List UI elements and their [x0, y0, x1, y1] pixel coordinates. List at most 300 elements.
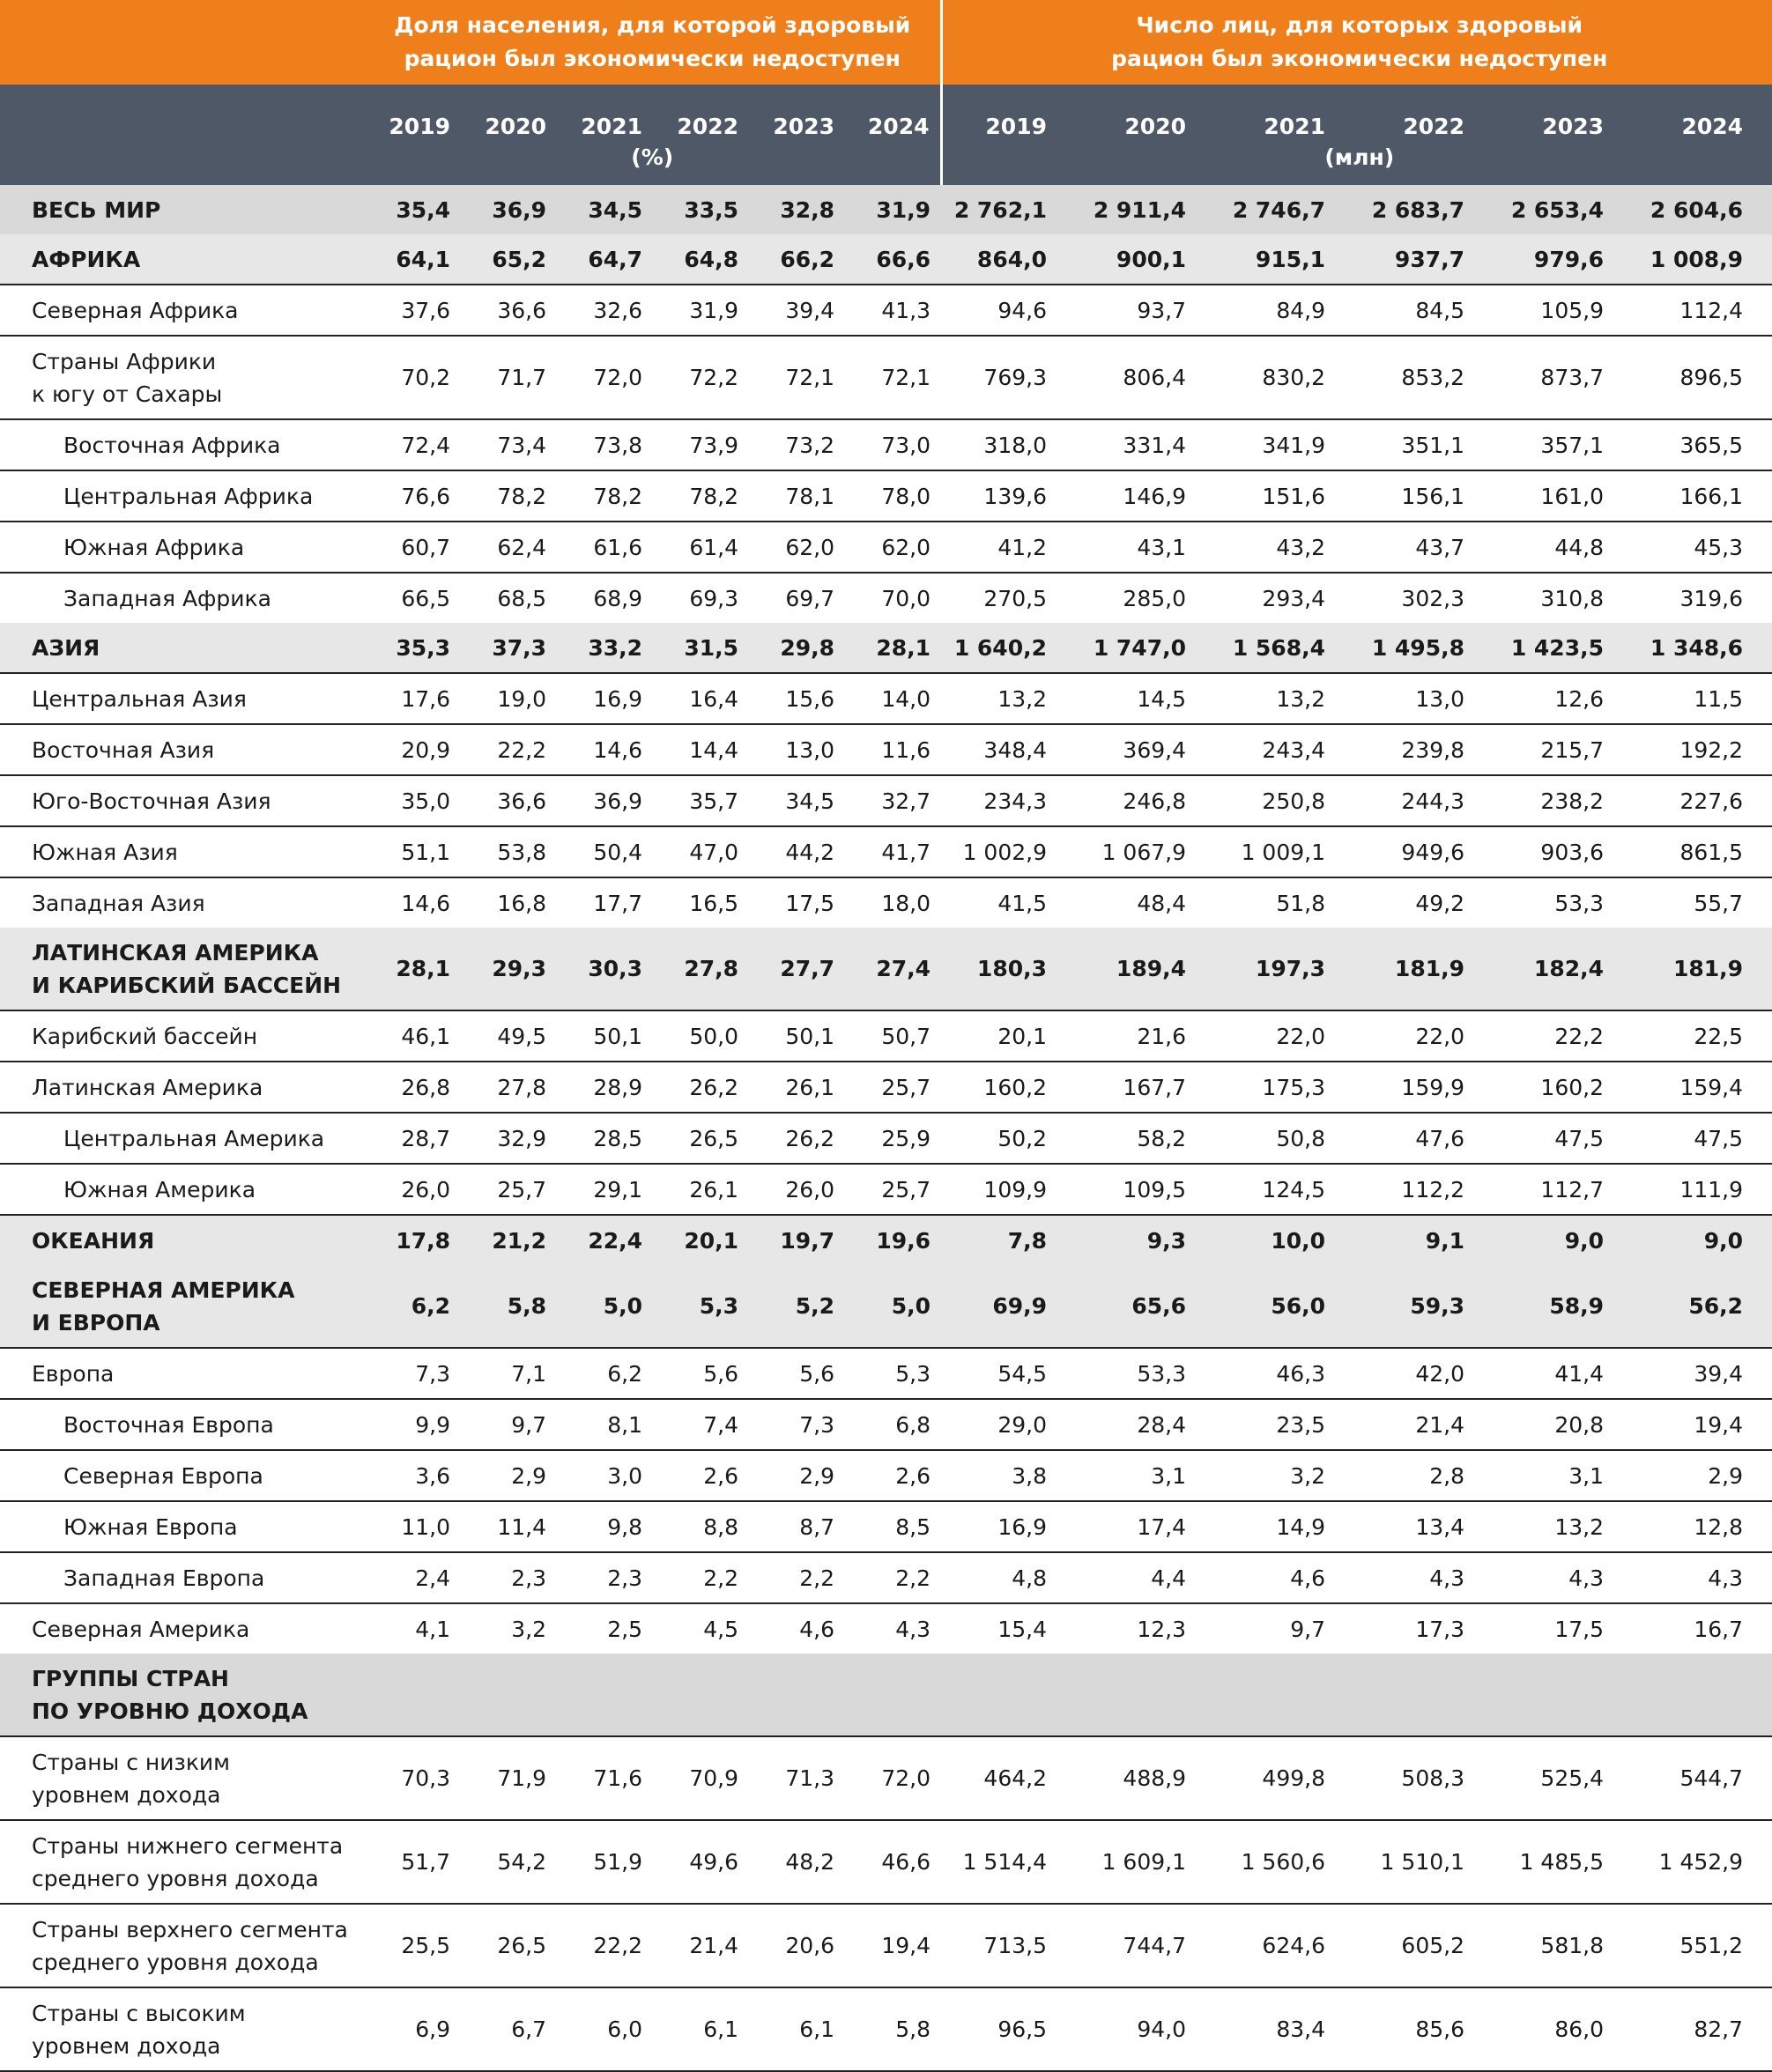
count-value: 1 452,9: [1637, 1820, 1772, 1904]
share-value: 17,6: [365, 673, 461, 724]
share-value: 14,4: [653, 724, 749, 775]
count-group-title-text: Число лиц, для которых здоровый рацион был экономически недоступен: [1111, 12, 1608, 71]
share-year-header: 2024: [845, 85, 941, 143]
share-value: 65,2: [461, 234, 557, 285]
share-value: 49,6: [653, 1820, 749, 1904]
share-value: 78,2: [461, 470, 557, 522]
share-value: 32,8: [749, 185, 845, 234]
count-value: 109,5: [1080, 1164, 1220, 1215]
share-value: 53,8: [461, 826, 557, 877]
share-value: 36,9: [557, 775, 653, 826]
count-value: 189,4: [1080, 928, 1220, 1010]
share-value: [845, 1654, 941, 1736]
share-value: 8,5: [845, 1501, 941, 1552]
share-value: 64,8: [653, 234, 749, 285]
share-value: 7,4: [653, 1399, 749, 1450]
share-value: 5,0: [557, 1265, 653, 1348]
share-value: 5,3: [653, 1265, 749, 1348]
count-value: 13,0: [1359, 673, 1498, 724]
share-value: 19,4: [845, 1904, 941, 1987]
share-value: 29,1: [557, 1164, 653, 1215]
row-label: Центральная Америка: [0, 1113, 365, 1164]
count-value: 806,4: [1080, 336, 1220, 419]
count-value: 3,1: [1080, 1450, 1220, 1501]
share-value: 25,7: [845, 1062, 941, 1113]
count-value: 69,9: [941, 1265, 1080, 1348]
share-value: 19,7: [749, 1215, 845, 1265]
count-value: 13,2: [941, 673, 1080, 724]
count-value: 293,4: [1262, 585, 1325, 611]
share-value: 7,3: [365, 1348, 461, 1399]
count-value: 4,3: [1498, 1552, 1637, 1603]
share-value: 6,7: [461, 1987, 557, 2071]
share-value: 70,2: [365, 336, 461, 419]
row-label: Северная Африка: [0, 285, 365, 336]
share-value: 26,0: [365, 1164, 461, 1215]
count-value: 175,3: [1220, 1062, 1359, 1113]
count-value: 84,9: [1220, 285, 1359, 336]
count-value: 4,3: [1359, 1552, 1498, 1603]
share-value: 9,9: [365, 1399, 461, 1450]
count-value: 181,9: [1359, 928, 1498, 1010]
header-empty-cell: [0, 0, 365, 85]
share-value: 14,0: [845, 673, 941, 724]
count-value: 3,1: [1498, 1450, 1637, 1501]
count-value: 499,8: [1220, 1736, 1359, 1820]
count-value: 551,2: [1637, 1904, 1772, 1987]
count-value: 55,7: [1694, 890, 1744, 916]
count-value: 166,1: [1637, 470, 1772, 522]
count-value: 43,2: [1220, 522, 1359, 573]
share-value: 73,9: [653, 419, 749, 470]
share-value: 44,2: [749, 826, 845, 877]
count-value: 348,4: [941, 724, 1080, 775]
share-value: 76,6: [365, 470, 461, 522]
share-value: 60,7: [365, 522, 461, 573]
count-year-header: 2021: [1220, 85, 1359, 143]
share-value: 39,4: [749, 285, 845, 336]
share-value: 30,3: [557, 928, 653, 1010]
count-value: 12,3: [1137, 1616, 1186, 1642]
count-value: 4,8: [941, 1552, 1080, 1603]
count-value: 111,9: [1637, 1164, 1772, 1215]
count-value: 9,1: [1359, 1215, 1498, 1265]
count-value: 949,6: [1359, 826, 1498, 877]
count-value: 1 747,0: [1080, 623, 1220, 673]
share-value: 73,0: [845, 419, 941, 470]
count-value: 105,9: [1498, 285, 1637, 336]
count-value: 624,6: [1220, 1904, 1359, 1987]
count-value: 351,1: [1359, 419, 1498, 470]
count-value: 1 495,8: [1359, 623, 1498, 673]
count-value: 3,2: [1220, 1450, 1359, 1501]
share-value: 25,7: [461, 1164, 557, 1215]
share-value: 15,6: [749, 673, 845, 724]
share-value: 41,3: [845, 285, 941, 336]
share-value: 17,7: [593, 890, 642, 916]
share-value: 51,9: [557, 1820, 653, 1904]
table-row: [0, 1820, 1772, 1904]
share-value: 66,6: [845, 234, 941, 285]
share-unit: (%): [365, 143, 941, 185]
row-label: Западная Азия: [32, 890, 205, 916]
count-value: 9,0: [1498, 1215, 1637, 1265]
count-value: [941, 1654, 1080, 1736]
share-value: 6,0: [557, 1987, 653, 2071]
count-value: 1 568,4: [1220, 623, 1359, 673]
count-value: 181,9: [1637, 928, 1772, 1010]
share-value: 72,0: [845, 1736, 941, 1820]
share-value: 21,4: [653, 1904, 749, 1987]
share-value: 26,5: [461, 1904, 557, 1987]
share-value: 25,9: [845, 1113, 941, 1164]
share-value: 26,0: [749, 1164, 845, 1215]
share-value: 34,5: [557, 185, 653, 234]
share-value: 35,7: [653, 775, 749, 826]
count-value: 20,8: [1498, 1399, 1637, 1450]
count-value: 488,9: [1080, 1736, 1220, 1820]
count-value: 22,2: [1498, 1010, 1637, 1062]
share-value: 2,2: [653, 1552, 749, 1603]
count-value: 896,5: [1637, 336, 1772, 419]
count-value: 11,5: [1637, 673, 1772, 724]
share-value: 26,1: [653, 1164, 749, 1215]
header-empty-cell: [0, 85, 365, 143]
count-value: [1637, 1654, 1772, 1736]
share-value: 8,1: [557, 1399, 653, 1450]
share-value: 50,4: [557, 826, 653, 877]
count-value: 44,8: [1498, 522, 1637, 573]
count-value: 9,0: [1637, 1215, 1772, 1265]
share-value: 71,7: [461, 336, 557, 419]
table-row: [0, 673, 1772, 724]
share-value: 5,6: [749, 1348, 845, 1399]
count-value: 12,8: [1637, 1501, 1772, 1552]
share-value: 33,5: [653, 185, 749, 234]
count-value: 151,6: [1220, 470, 1359, 522]
count-value: 42,0: [1359, 1348, 1498, 1399]
count-value: 1 640,2: [941, 623, 1080, 673]
count-value: 713,5: [941, 1904, 1080, 1987]
count-value: 7,8: [941, 1215, 1080, 1265]
share-value: 32,9: [461, 1113, 557, 1164]
row-label: Восточная Европа: [0, 1399, 365, 1450]
share-value: 27,7: [749, 928, 845, 1010]
header-empty-cell: [0, 143, 365, 185]
share-value: 4,6: [799, 1616, 834, 1642]
share-value: 5,6: [653, 1348, 749, 1399]
share-value: 27,8: [653, 928, 749, 1010]
count-value: 29,0: [941, 1399, 1080, 1450]
count-value: 112,2: [1359, 1164, 1498, 1215]
count-value: 2 653,4: [1498, 185, 1637, 234]
share-value: 14,6: [557, 724, 653, 775]
count-value: 65,6: [1080, 1265, 1220, 1348]
share-value: 54,2: [461, 1820, 557, 1904]
share-value: 2,2: [845, 1552, 941, 1603]
share-value: 11,6: [845, 724, 941, 775]
count-value: 13,4: [1359, 1501, 1498, 1552]
share-value: 2,4: [365, 1552, 461, 1603]
count-value: 14,5: [1080, 673, 1220, 724]
count-value: 4,6: [1220, 1552, 1359, 1603]
share-value: 3,2: [511, 1616, 546, 1642]
count-value: 769,3: [941, 336, 1080, 419]
count-value: 246,8: [1080, 775, 1220, 826]
share-value: 71,3: [749, 1736, 845, 1820]
count-value: 56,0: [1220, 1265, 1359, 1348]
share-value: 16,4: [653, 673, 749, 724]
count-value: 192,2: [1637, 724, 1772, 775]
row-label: Юго-Восточная Азия: [0, 775, 365, 826]
count-value: 508,3: [1359, 1736, 1498, 1820]
share-value: 73,4: [461, 419, 557, 470]
share-value: 47,0: [653, 826, 749, 877]
count-value: 14,9: [1220, 1501, 1359, 1552]
share-value: 6,2: [365, 1265, 461, 1348]
count-value: 21,6: [1080, 1010, 1220, 1062]
count-value: 54,5: [941, 1348, 1080, 1399]
header-units-row: [0, 143, 1772, 185]
count-value: 22,0: [1359, 1010, 1498, 1062]
count-value: 112,4: [1637, 285, 1772, 336]
share-value: [653, 1654, 749, 1736]
count-value: 160,2: [941, 1062, 1080, 1113]
share-value: 9,8: [557, 1501, 653, 1552]
share-value: 33,2: [557, 623, 653, 673]
count-value: 900,1: [1080, 234, 1220, 285]
share-value: 72,1: [749, 336, 845, 419]
count-value: 744,7: [1080, 1904, 1220, 1987]
row-label: Страны с низким уровнем дохода: [0, 1736, 365, 1820]
share-value: 68,9: [593, 585, 642, 611]
count-value: 2 683,7: [1359, 185, 1498, 234]
count-group-title: [941, 0, 1772, 85]
table-row: [0, 1450, 1772, 1501]
share-value: 72,0: [557, 336, 653, 419]
row-label: Западная Африка: [63, 585, 271, 611]
count-value: 50,2: [941, 1113, 1080, 1164]
share-value: 6,8: [845, 1399, 941, 1450]
share-value: 8,7: [749, 1501, 845, 1552]
count-value: 979,6: [1498, 234, 1637, 285]
table-row: [0, 1399, 1772, 1450]
count-value: 83,4: [1220, 1987, 1359, 2071]
count-value: 46,3: [1220, 1348, 1359, 1399]
share-value: 6,1: [749, 1987, 845, 2071]
share-value: 78,2: [653, 470, 749, 522]
count-value: 243,4: [1220, 724, 1359, 775]
share-year-header: 2023: [749, 85, 845, 143]
count-value: 10,0: [1220, 1215, 1359, 1265]
share-value: 28,1: [365, 928, 461, 1010]
share-value: 7,1: [461, 1348, 557, 1399]
count-value: 2 911,4: [1080, 185, 1220, 234]
table-row: [0, 470, 1772, 522]
share-value: 50,1: [557, 1010, 653, 1062]
count-value: 17,4: [1080, 1501, 1220, 1552]
share-value: 28,9: [557, 1062, 653, 1113]
share-value: 2,3: [557, 1552, 653, 1603]
share-value: 66,5: [401, 585, 450, 611]
count-value: 47,5: [1637, 1113, 1772, 1164]
count-value: 94,0: [1080, 1987, 1220, 2071]
share-value: 3,6: [365, 1450, 461, 1501]
count-value: 2 762,1: [941, 185, 1080, 234]
share-value: 28,1: [845, 623, 941, 673]
count-value: 581,8: [1498, 1904, 1637, 1987]
count-value: 86,0: [1498, 1987, 1637, 2071]
share-value: 19,6: [845, 1215, 941, 1265]
share-value: 73,8: [557, 419, 653, 470]
count-value: 4,3: [1637, 1552, 1772, 1603]
share-value: [557, 1654, 653, 1736]
row-label: АФРИКА: [0, 234, 365, 285]
share-value: 62,0: [749, 522, 845, 573]
count-value: 1 009,1: [1220, 826, 1359, 877]
table-row: [0, 1552, 1772, 1603]
share-value: 29,3: [461, 928, 557, 1010]
share-value: 2,9: [749, 1450, 845, 1501]
table-row: [0, 623, 1772, 673]
share-value: 32,6: [557, 285, 653, 336]
share-value: 35,0: [365, 775, 461, 826]
table-row: [0, 1904, 1772, 1987]
count-value: 16,9: [941, 1501, 1080, 1552]
table-row: [0, 826, 1772, 877]
count-value: 58,2: [1080, 1113, 1220, 1164]
table-row: [0, 522, 1772, 573]
row-label: Европа: [0, 1348, 365, 1399]
count-value: [1498, 1654, 1637, 1736]
row-label: Страны верхнего сегмента среднего уровня дохода: [0, 1904, 365, 1987]
share-value: 78,1: [749, 470, 845, 522]
count-value: 167,7: [1080, 1062, 1220, 1113]
share-year-header: 2020: [461, 85, 557, 143]
count-value: 124,5: [1220, 1164, 1359, 1215]
count-value: [1359, 1654, 1498, 1736]
count-year-header: 2020: [1080, 85, 1220, 143]
share-value: [365, 1654, 461, 1736]
count-value: 1 514,4: [941, 1820, 1080, 1904]
share-value: 26,1: [749, 1062, 845, 1113]
count-value: 48,4: [1137, 890, 1186, 916]
share-value: 64,7: [557, 234, 653, 285]
count-value: 525,4: [1498, 1736, 1637, 1820]
count-value: 12,6: [1498, 673, 1637, 724]
count-value: 285,0: [1123, 585, 1186, 611]
table-row: [0, 1113, 1772, 1164]
share-value: 50,0: [653, 1010, 749, 1062]
row-label: ЛАТИНСКАЯ АМЕРИКА И КАРИБСКИЙ БАССЕЙН: [0, 928, 365, 1010]
count-value: 58,9: [1498, 1265, 1637, 1348]
count-value: 9,7: [1290, 1616, 1325, 1642]
count-value: 1 423,5: [1498, 623, 1637, 673]
share-value: 73,2: [749, 419, 845, 470]
row-label: Северная Америка: [32, 1616, 250, 1642]
table-row: [0, 877, 1772, 928]
count-value: 861,5: [1637, 826, 1772, 877]
share-value: 5,0: [845, 1265, 941, 1348]
table-row: [0, 1736, 1772, 1820]
row-label: Карибский бассейн: [0, 1010, 365, 1062]
share-value: 27,4: [845, 928, 941, 1010]
share-value: 28,7: [365, 1113, 461, 1164]
share-value: 37,3: [461, 623, 557, 673]
share-value: 5,8: [845, 1987, 941, 2071]
count-value: 864,0: [941, 234, 1080, 285]
share-value: 51,1: [365, 826, 461, 877]
count-value: 365,5: [1637, 419, 1772, 470]
count-value: 3,8: [941, 1450, 1080, 1501]
count-value: 17,3: [1415, 1616, 1464, 1642]
share-value: [461, 1654, 557, 1736]
row-label: СЕВЕРНАЯ АМЕРИКА И ЕВРОПА: [0, 1265, 365, 1348]
share-value: 6,1: [653, 1987, 749, 2071]
share-value: 2,3: [461, 1552, 557, 1603]
share-value: [749, 1654, 845, 1736]
count-value: 4,4: [1080, 1552, 1220, 1603]
table-row: [0, 285, 1772, 336]
share-value: 72,4: [365, 419, 461, 470]
count-year-header: 2024: [1637, 85, 1772, 143]
count-value: 238,2: [1498, 775, 1637, 826]
share-value: 64,1: [365, 234, 461, 285]
share-value: 2,9: [461, 1450, 557, 1501]
count-value: 59,3: [1359, 1265, 1498, 1348]
count-value: 319,6: [1679, 585, 1744, 611]
share-value: 34,5: [749, 775, 845, 826]
table-row: [0, 1010, 1772, 1062]
share-value: 16,9: [557, 673, 653, 724]
count-value: 1 609,1: [1080, 1820, 1220, 1904]
share-value: 6,2: [557, 1348, 653, 1399]
count-value: 96,5: [941, 1987, 1080, 2071]
share-value: 49,5: [461, 1010, 557, 1062]
count-value: 39,4: [1637, 1348, 1772, 1399]
share-value: 62,4: [461, 522, 557, 573]
table-row: [0, 573, 1772, 623]
count-value: 331,4: [1080, 419, 1220, 470]
row-label: ВЕСЬ МИР: [0, 185, 365, 234]
share-group-title-text: Доля населения, для которой здоровый рацион был экономически недоступен: [394, 12, 911, 71]
share-value: 2,5: [607, 1616, 642, 1642]
share-value: 2,6: [653, 1450, 749, 1501]
count-value: 56,2: [1637, 1265, 1772, 1348]
count-value: 310,8: [1540, 585, 1604, 611]
count-value: 357,1: [1498, 419, 1637, 470]
share-value: 61,4: [653, 522, 749, 573]
share-value: 37,6: [365, 285, 461, 336]
count-value: 341,9: [1220, 419, 1359, 470]
share-value: 20,1: [653, 1215, 749, 1265]
count-value: 937,7: [1359, 234, 1498, 285]
share-value: 7,3: [749, 1399, 845, 1450]
row-label: Южная Европа: [0, 1501, 365, 1552]
share-value: 13,0: [749, 724, 845, 775]
count-value: 244,3: [1359, 775, 1498, 826]
share-value: 31,9: [653, 285, 749, 336]
share-value: 68,5: [497, 585, 546, 611]
share-value: 19,0: [461, 673, 557, 724]
row-label: Латинская Америка: [0, 1062, 365, 1113]
row-label: Южная Африка: [0, 522, 365, 573]
share-value: 16,8: [497, 890, 546, 916]
share-value: 28,5: [557, 1113, 653, 1164]
table-row: [0, 1501, 1772, 1552]
count-value: 13,2: [1220, 673, 1359, 724]
table-row: [0, 1654, 1772, 1736]
